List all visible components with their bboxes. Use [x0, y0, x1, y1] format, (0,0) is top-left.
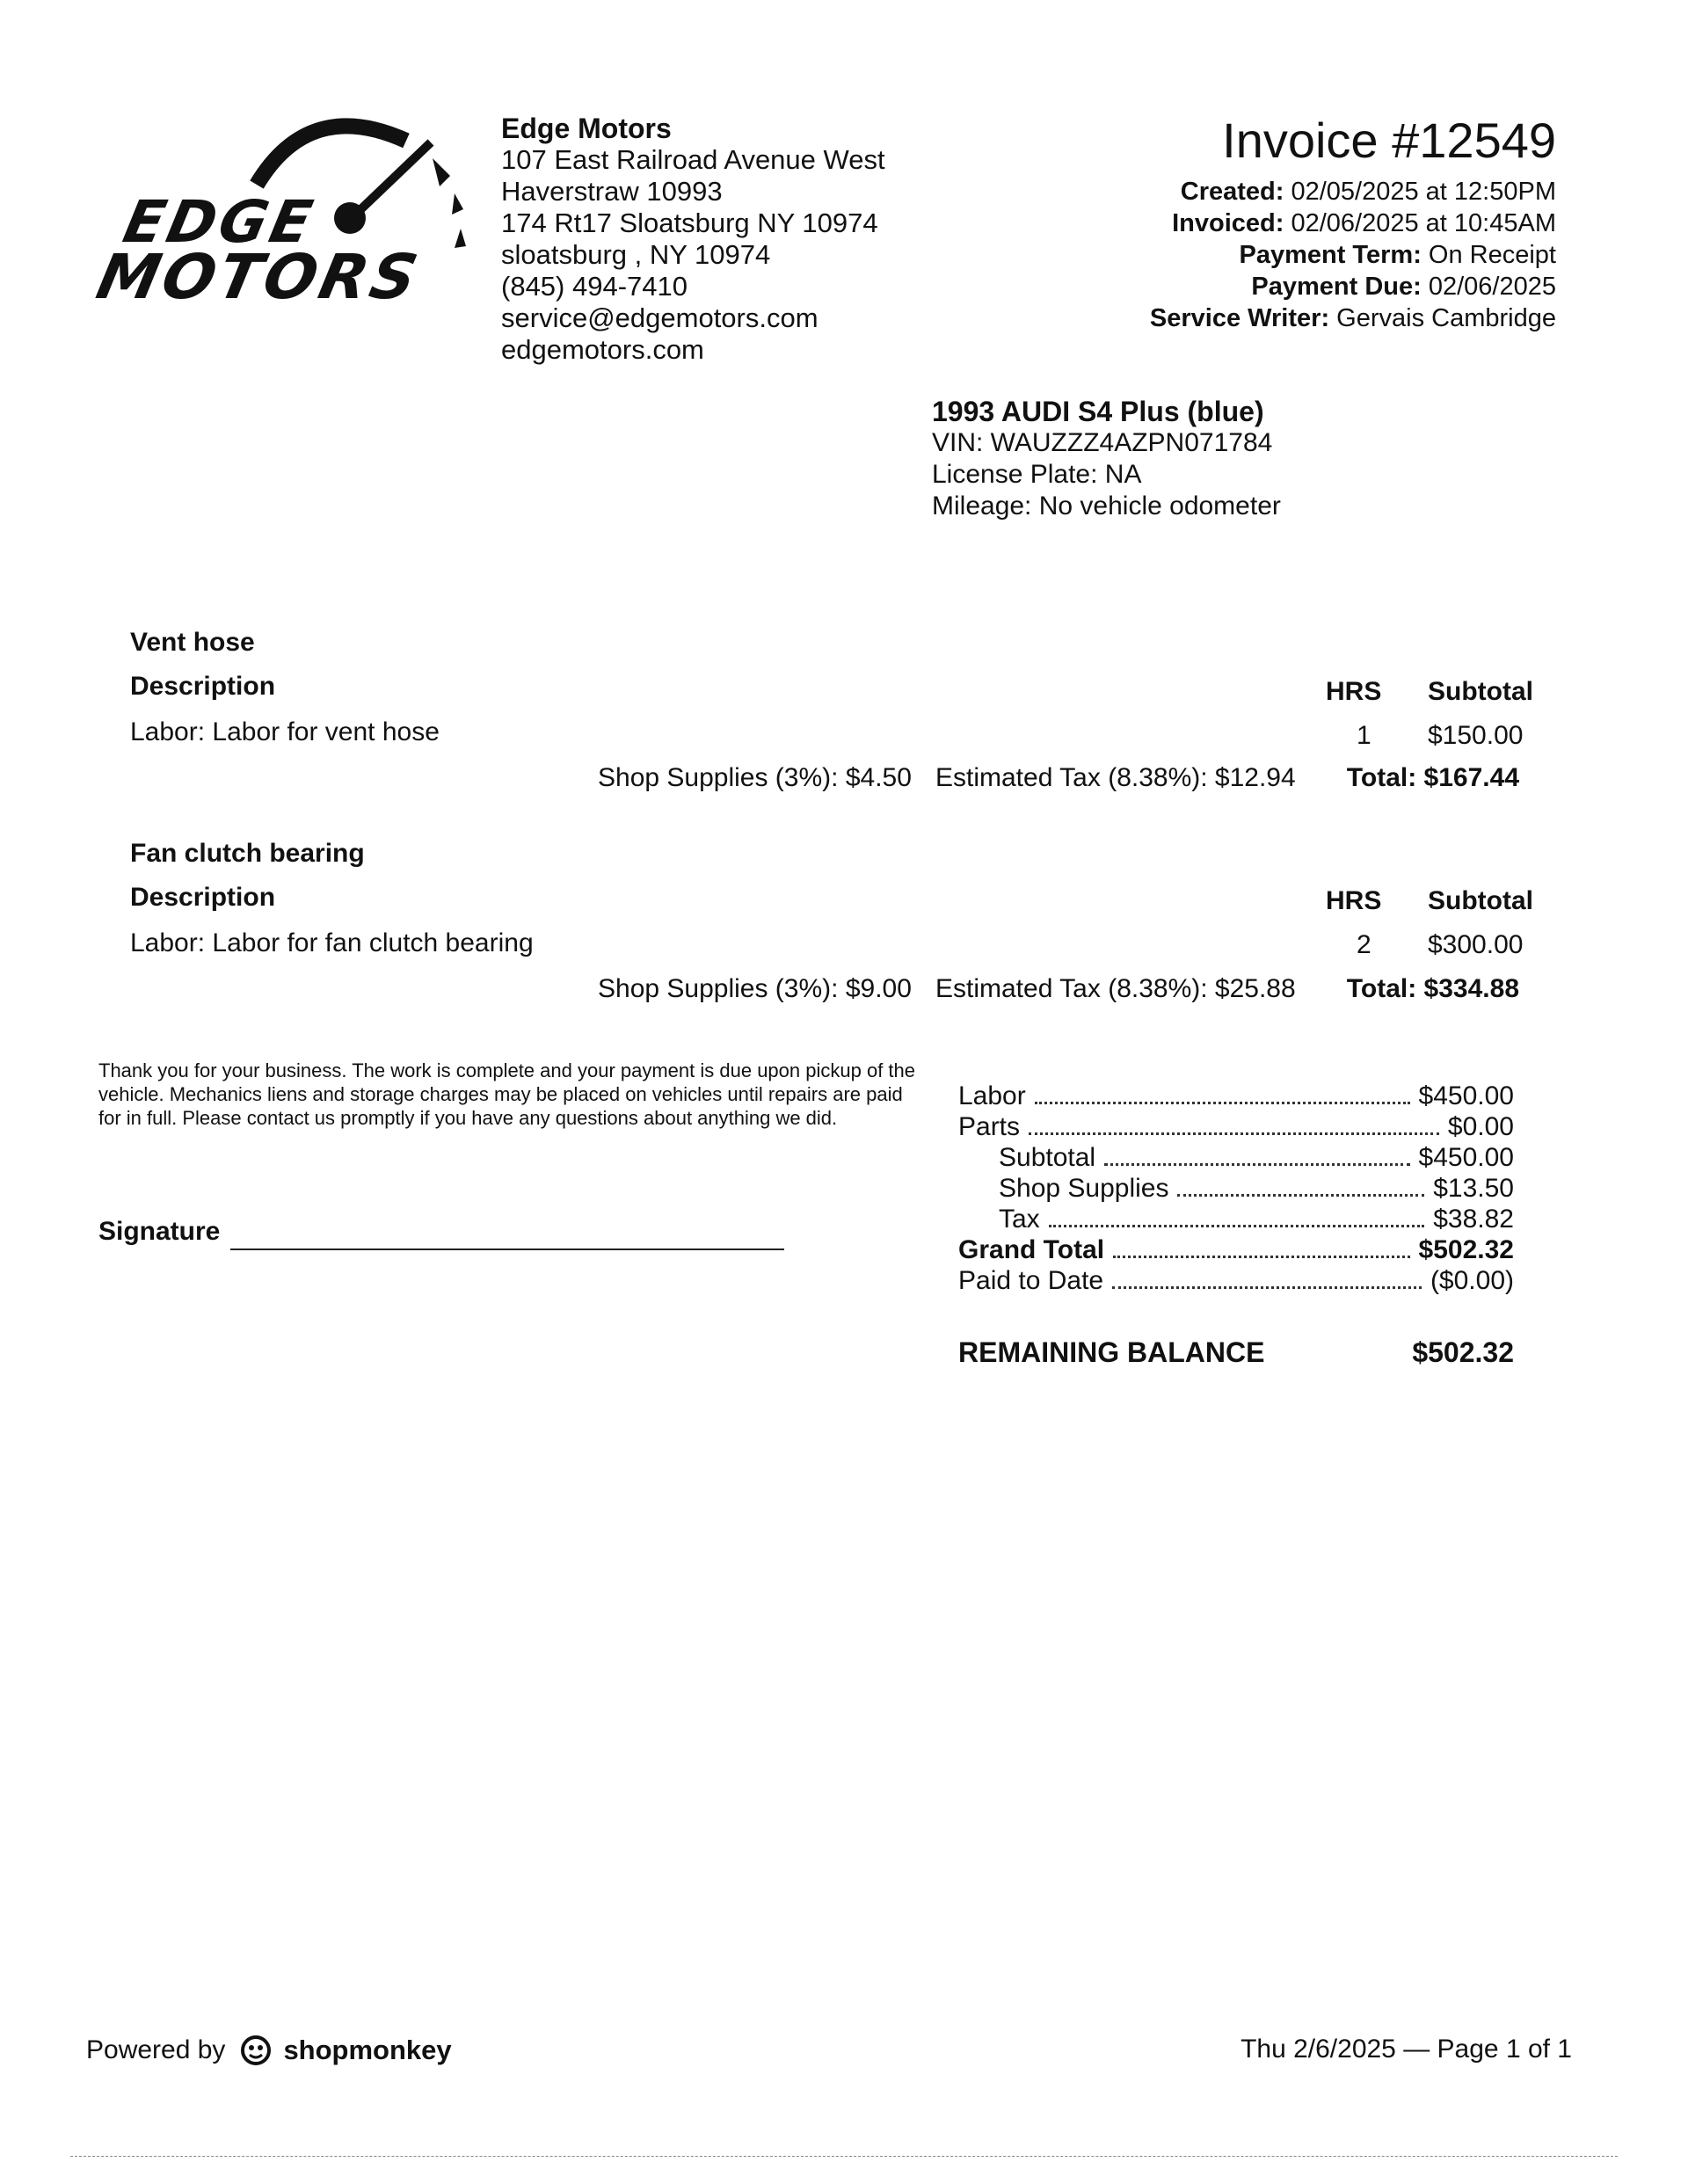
- page-bottom-rule: [70, 2156, 1618, 2157]
- paid-value: ($0.00): [1430, 1266, 1514, 1295]
- shop-supplies: Shop Supplies (3%): $9.00: [598, 974, 912, 1003]
- shopmonkey-logo-icon: [241, 2035, 271, 2065]
- payment-due-label: Payment Due:: [1251, 273, 1422, 301]
- payment-due-value: 02/06/2025: [1428, 273, 1556, 301]
- shop-address-line: 107 East Railroad Avenue West: [501, 144, 885, 175]
- subtotal-header: Subtotal: [1428, 886, 1533, 915]
- shop-supplies: Shop Supplies (3%): $4.50: [598, 763, 912, 792]
- totals-row-parts: [958, 1110, 1514, 1142]
- totals-row-paid: [958, 1264, 1514, 1296]
- line-item-description: Labor: Labor for fan clutch bearing: [130, 928, 534, 957]
- line-item-hrs: 1: [1357, 721, 1372, 750]
- totals-row-supplies: [958, 1172, 1514, 1204]
- line-item-hrs: 2: [1357, 930, 1372, 959]
- vehicle-vin: VIN: WAUZZZ4AZPN071784: [932, 428, 1273, 457]
- estimated-tax: Estimated Tax (8.38%): $12.94: [935, 763, 1296, 792]
- remaining-balance: [958, 1336, 1514, 1369]
- invoiced-value: 02/06/2025 at 10:45AM: [1291, 209, 1556, 237]
- grand-total-label: Grand Total: [958, 1235, 1105, 1264]
- description-header: Description: [130, 883, 276, 912]
- payment-term-label: Payment Term:: [1239, 241, 1422, 269]
- labor-label: Labor: [958, 1081, 1026, 1110]
- service-total: Total: $167.44: [1346, 763, 1519, 792]
- totals-row-tax: [958, 1203, 1514, 1234]
- service-section: [130, 628, 1533, 804]
- signature-label: Signature: [98, 1217, 221, 1246]
- payment-term-row: [1150, 239, 1556, 271]
- subtotal-header: Subtotal: [1428, 677, 1533, 706]
- supplies-label: Shop Supplies: [999, 1174, 1169, 1203]
- shop-name: Edge Motors: [501, 113, 672, 144]
- hrs-header: HRS: [1326, 677, 1382, 706]
- service-line-item: [130, 928, 1528, 958]
- shop-address-line: Haverstraw 10993: [501, 176, 723, 207]
- shop-address-line: sloatsburg , NY 10974: [501, 239, 771, 270]
- totals-row-subtotal: [958, 1141, 1514, 1173]
- parts-label: Parts: [958, 1112, 1021, 1141]
- line-item-subtotal: $300.00: [1428, 930, 1524, 959]
- vehicle-plate: License Plate: NA: [932, 460, 1142, 489]
- remaining-value: $502.32: [1412, 1336, 1514, 1368]
- subtotal-label: Subtotal: [999, 1143, 1096, 1172]
- payment-term-value: On Receipt: [1428, 241, 1556, 269]
- service-header-row: [130, 672, 1533, 706]
- estimated-tax: Estimated Tax (8.38%): $25.88: [935, 974, 1296, 1003]
- service-title: Vent hose: [130, 628, 255, 657]
- service-line-item: [130, 717, 1528, 750]
- parts-value: $0.00: [1447, 1112, 1514, 1141]
- thank-you-note: Thank you for your business. The work is complete and your payment is due upon pickup of the vehicle. Mechanics liens and storage charges may be placed on vehicles until repairs are paid for in full. Please contact us promptly if you have any questions about anything we did.: [98, 1059, 915, 1129]
- created-row: [1150, 176, 1556, 207]
- vehicle-info: [932, 396, 1281, 522]
- logo-line2: MOTORS: [91, 241, 427, 313]
- invoiced-row: [1150, 207, 1556, 239]
- created-label: Created:: [1180, 178, 1284, 206]
- payment-due-row: [1150, 271, 1556, 302]
- service-writer-row: [1150, 302, 1556, 334]
- hrs-header: HRS: [1326, 886, 1382, 915]
- tax-label: Tax: [999, 1205, 1040, 1234]
- vehicle-mileage: Mileage: No vehicle odometer: [932, 491, 1281, 521]
- service-writer-label: Service Writer:: [1149, 304, 1330, 332]
- shop-website: edgemotors.com: [501, 334, 704, 365]
- totals-row-labor: [958, 1080, 1514, 1111]
- description-header: Description: [130, 672, 276, 701]
- shopmonkey-brand: shopmonkey: [283, 2035, 452, 2065]
- invoice-title: Invoice #12549: [1222, 113, 1556, 168]
- supplies-value: $13.50: [1433, 1174, 1514, 1203]
- shop-phone: (845) 494-7410: [501, 271, 688, 302]
- powered-by-label: Powered by: [86, 2035, 226, 2064]
- invoice-meta: [1150, 176, 1556, 334]
- shop-info: [501, 113, 885, 366]
- service-title: Fan clutch bearing: [130, 839, 365, 868]
- line-item-description: Labor: Labor for vent hose: [130, 717, 440, 746]
- shop-logo: [91, 106, 485, 317]
- created-value: 02/05/2025 at 12:50PM: [1291, 178, 1556, 206]
- service-writer-value: Gervais Cambridge: [1336, 304, 1556, 332]
- service-section: [130, 839, 1533, 1015]
- signature-line[interactable]: [230, 1249, 784, 1250]
- logo-line1: EDGE: [117, 188, 322, 256]
- paid-label: Paid to Date: [958, 1266, 1104, 1295]
- shop-email: service@edgemotors.com: [501, 302, 819, 333]
- remaining-label: REMAINING BALANCE: [958, 1336, 1265, 1368]
- date-page: Thu 2/6/2025 — Page 1 of 1: [1241, 2035, 1572, 2064]
- service-total: Total: $334.88: [1346, 974, 1519, 1003]
- line-item-subtotal: $150.00: [1428, 721, 1524, 750]
- grand-total-value: $502.32: [1418, 1235, 1514, 1264]
- service-header-row: [130, 883, 1533, 915]
- invoiced-label: Invoiced:: [1172, 209, 1284, 237]
- vehicle-title: 1993 AUDI S4 Plus (blue): [932, 396, 1264, 427]
- tax-value: $38.82: [1433, 1205, 1514, 1234]
- powered-by: [86, 2035, 452, 2066]
- labor-value: $450.00: [1418, 1081, 1514, 1110]
- totals-row-grand: [958, 1234, 1514, 1265]
- subtotal-value: $450.00: [1418, 1143, 1514, 1172]
- shop-address-line: 174 Rt17 Sloatsburg NY 10974: [501, 207, 878, 238]
